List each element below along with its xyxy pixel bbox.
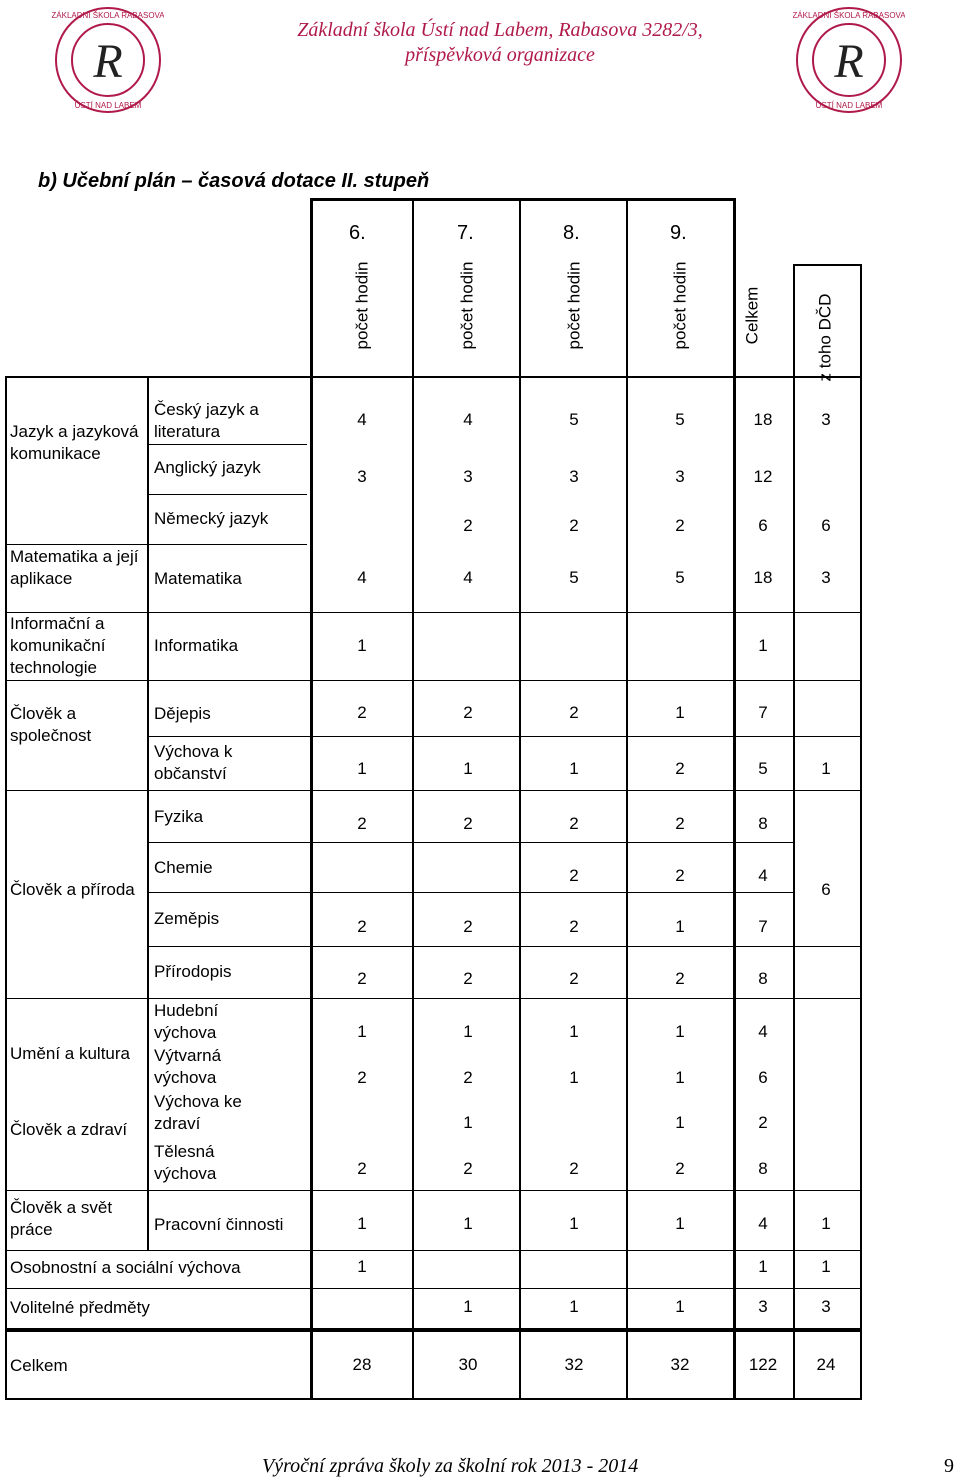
cell-value: 1 [569,1068,579,1087]
cell-value: 3 [463,467,473,486]
svg-text:R: R [93,35,123,88]
cell-value: 24 [816,1355,836,1374]
cell-value: 1 [758,1257,768,1276]
cell-value: 30 [458,1355,478,1374]
cell-value: 4 [758,1022,768,1041]
cell-value: 2 [463,703,473,722]
row-personal-social: Osobnostní a sociální výchova [10,1258,241,1277]
cell-value: 6 [821,516,831,535]
cell-value: 6 [758,516,768,535]
cell-value: 1 [675,1113,685,1132]
cell-value: 2 [357,1068,367,1087]
cell-value: 7 [758,917,768,936]
cell-value: 1 [821,1214,831,1233]
subject-english: Anglický jazyk [154,458,261,477]
cell-value: 5 [569,568,579,587]
cell-value: 2 [463,969,473,988]
cell-value: 1 [821,759,831,778]
area-nature: Člověk a příroda [10,880,135,899]
cell-value: 8 [758,969,768,988]
row-total: Celkem [10,1356,68,1375]
cell-value: 2 [569,703,579,722]
area-math: Matematika a její aplikace [10,547,139,588]
col-header-hours-6: počet hodin [352,261,372,350]
subject-german: Německý jazyk [154,509,269,528]
cell-value: 8 [758,814,768,833]
cell-value: 1 [675,1214,685,1233]
cell-value: 5 [675,568,685,587]
cell-value: 1 [357,1022,367,1041]
section-title: b) Učební plán – časová dotace II. stupeň [38,170,430,192]
svg-text:ZÁKLADNÍ ŠKOLA RABASOVA: ZÁKLADNÍ ŠKOLA RABASOVA [793,11,905,20]
col-header-hours-7: počet hodin [457,261,477,350]
cell-value: 1 [675,1068,685,1087]
cell-value: 3 [357,467,367,486]
cell-value: 4 [357,410,367,429]
col-header-total: Celkem [742,286,762,345]
cell-value: 2 [675,969,685,988]
cell-value: 1 [357,636,367,655]
cell-value: 4 [758,1214,768,1233]
svg-text:ZÁKLADNÍ ŠKOLA RABASOVA: ZÁKLADNÍ ŠKOLA RABASOVA [52,11,164,20]
svg-text:ÚSTÍ NAD LABEM: ÚSTÍ NAD LABEM [815,101,883,110]
cell-value: 5 [675,410,685,429]
cell-value: 2 [675,1159,685,1178]
area-work: Člověk a svět práce [10,1198,113,1239]
cell-value: 4 [463,410,473,429]
cell-value: 1 [675,1297,685,1316]
school-logo [52,2,164,122]
grade-9: 9. [670,222,687,244]
cell-value: 3 [758,1297,768,1316]
cell-value: 2 [357,703,367,722]
cell-value: 1 [569,759,579,778]
cell-value: 32 [564,1355,584,1374]
school-header [250,18,750,68]
school-type: příspěvková organizace [405,44,595,66]
area-language: Jazyk a jazyková komunikace [10,422,139,463]
school-name: Základní škola Ústí nad Labem, Rabasova 3282/3, [297,19,703,41]
cell-value: 2 [675,814,685,833]
cell-value: 2 [463,917,473,936]
cell-value: 1 [569,1297,579,1316]
cell-value: 2 [357,917,367,936]
cell-value: 2 [357,1159,367,1178]
cell-value: 3 [821,1297,831,1316]
subject-physics: Fyzika [154,807,204,826]
cell-value: 4 [357,568,367,587]
col-header-hours-8: počet hodin [564,261,584,350]
area-arts: Umění a kultura [10,1044,130,1063]
grade-6: 6. [349,222,366,244]
cell-value: 5 [758,759,768,778]
cell-value: 7 [758,703,768,722]
subject-chemistry: Chemie [154,858,213,877]
subject-work: Pracovní činnosti [154,1215,284,1234]
subject-math: Matematika [154,569,242,588]
cell-value: 1 [463,1297,473,1316]
area-health: Člověk a zdraví [10,1120,128,1139]
cell-value: 1 [463,1113,473,1132]
cell-value: 18 [753,410,773,429]
cell-value: 2 [675,759,685,778]
subject-health-ed: Výchova ke zdraví [154,1092,242,1133]
cell-value: 122 [748,1355,778,1374]
cell-value: 2 [463,516,473,535]
svg-text:R: R [834,35,864,88]
col-header-dcd: z toho DČD [815,293,835,382]
subject-civics: Výchova k občanství [154,742,233,783]
cell-value: 2 [463,814,473,833]
cell-value: 2 [675,516,685,535]
cell-value: 2 [569,917,579,936]
cell-value: 18 [753,568,773,587]
cell-value: 3 [675,467,685,486]
cell-value: 8 [758,1159,768,1178]
cell-value: 1 [463,1022,473,1041]
cell-value: 2 [463,1159,473,1178]
cell-value: 1 [758,636,768,655]
subject-czech: Český jazyk a literatura [154,400,259,441]
cell-value: 1 [463,1214,473,1233]
cell-value: 6 [821,880,831,899]
cell-value: 2 [357,969,367,988]
subject-music: Hudební výchova [154,1001,219,1042]
cell-value: 3 [821,410,831,429]
cell-value: 2 [463,1068,473,1087]
svg-text:ÚSTÍ NAD LABEM: ÚSTÍ NAD LABEM [74,101,142,110]
row-electives: Volitelné předměty [10,1298,150,1317]
cell-value: 2 [569,1159,579,1178]
cell-value: 1 [357,759,367,778]
cell-value: 1 [675,917,685,936]
cell-value: 6 [758,1068,768,1087]
cell-value: 12 [753,467,773,486]
cell-value: 4 [463,568,473,587]
cell-value: 1 [569,1214,579,1233]
cell-value: 1 [463,759,473,778]
school-logo-right [793,2,905,122]
area-ict: Informační a komunikační technologie [10,614,106,677]
subject-pe: Tělesná výchova [154,1142,217,1183]
cell-value: 2 [569,866,579,885]
grade-7: 7. [457,222,474,244]
cell-value: 2 [569,516,579,535]
cell-value: 2 [675,866,685,885]
cell-value: 2 [357,814,367,833]
cell-value: 2 [758,1113,768,1132]
cell-value: 28 [352,1355,372,1374]
cell-value: 2 [569,814,579,833]
grade-8: 8. [563,222,580,244]
cell-value: 1 [675,1022,685,1041]
subject-geography: Zeměpis [154,909,220,928]
cell-value: 5 [569,410,579,429]
cell-value: 3 [569,467,579,486]
cell-value: 1 [569,1022,579,1041]
cell-value: 3 [821,568,831,587]
cell-value: 1 [675,703,685,722]
cell-value: 1 [821,1257,831,1276]
subject-history: Dějepis [154,704,211,723]
subject-art: Výtvarná výchova [154,1046,222,1087]
cell-value: 4 [758,866,768,885]
footer-text: Výroční zpráva školy za školní rok 2013 - 2014 [262,1455,639,1477]
page-number: 9 [944,1455,954,1477]
subject-biology: Přírodopis [154,962,232,981]
area-society: Člověk a společnost [10,704,92,745]
subject-informatics: Informatika [154,636,239,655]
cell-value: 2 [569,969,579,988]
cell-value: 32 [670,1355,690,1374]
col-header-hours-9: počet hodin [670,261,690,350]
cell-value: 1 [357,1214,367,1233]
cell-value: 1 [357,1257,367,1276]
